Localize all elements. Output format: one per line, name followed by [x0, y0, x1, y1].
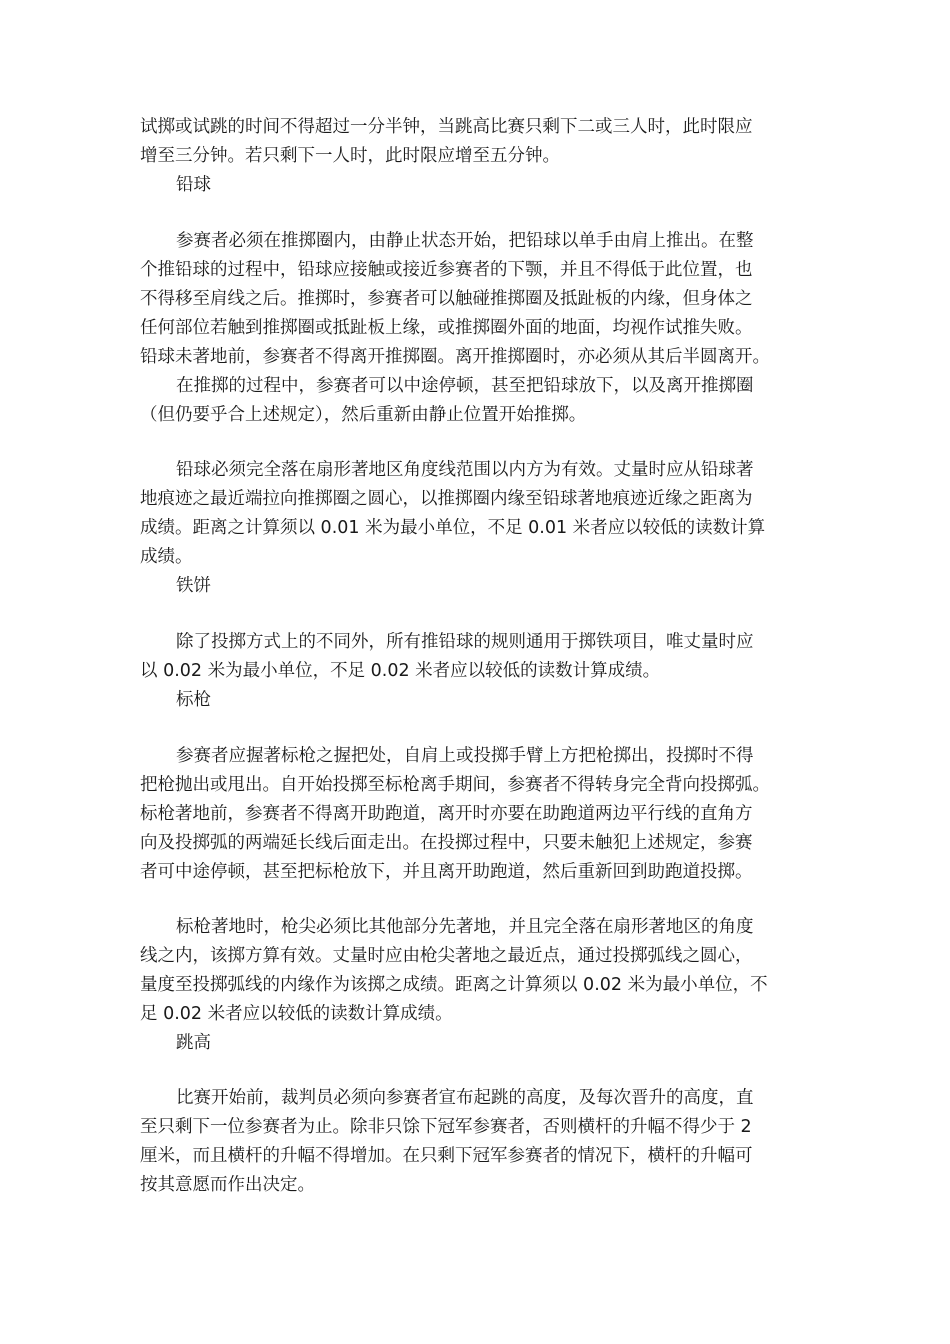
text-line: 标枪著地前，参赛者不得离开助跑道，离开时亦要在助跑道两边平行线的直角方	[140, 804, 753, 824]
text-line: 量度至投掷弧线的内缘作为该掷之成绩。距离之计算须以 0.02 米为最小单位，不	[140, 975, 768, 995]
text-line: 地痕迹之最近端拉向推掷圈之圆心，以推掷圈内缘至铅球著地痕迹近缘之距离为	[140, 489, 753, 509]
text-line: 参赛者必须在推掷圈内，由静止状态开始，把铅球以单手由肩上推出。在整	[176, 231, 754, 251]
text-line: 线之内，该掷方算有效。丈量时应由枪尖著地之最近点，通过投掷弧线之圆心，	[140, 946, 753, 966]
text-line: 增至三分钟。若只剩下一人时，此时限应增至五分钟。	[140, 146, 560, 166]
text-line: 成绩。	[140, 547, 193, 567]
text-line: 个推铅球的过程中，铅球应接触或接近参赛者的下颚，并且不得低于此位置，也	[140, 260, 753, 280]
text-line: 者可中途停顿，甚至把标枪放下，并且离开助跑道，然后重新回到助跑道投掷。	[140, 862, 753, 882]
text-line: （但仍要乎合上述规定），然后重新由静止位置开始推掷。	[140, 405, 587, 425]
text-line: 向及投掷弧的两端延长线后面走出。在投掷过程中，只要未触犯上述规定，参赛	[140, 833, 753, 853]
section-heading-discus: 铁饼	[176, 576, 211, 596]
text-line: 至只剩下一位参赛者为止。除非只馀下冠军参赛者，否则横杆的升幅不得少于 2	[140, 1117, 752, 1137]
text-line: 除了投掷方式上的不同外，所有推铅球的规则通用于掷铁项目，唯丈量时应	[176, 632, 754, 652]
text-line: 试掷或试跳的时间不得超过一分半钟，当跳高比赛只剩下二或三人时，此时限应	[140, 117, 753, 137]
text-line: 把枪抛出或甩出。自开始投掷至标枪离手期间，参赛者不得转身完全背向投掷弧。	[140, 775, 770, 795]
text-line: 铅球未著地前，参赛者不得离开推掷圈。离开推掷圈时，亦必须从其后半圆离开。	[140, 347, 770, 367]
text-line: 铅球必须完全落在扇形著地区角度线范围以内方为有效。丈量时应从铅球著	[176, 460, 754, 480]
section-heading-high-jump: 跳高	[176, 1033, 211, 1053]
text-line: 不得移至肩线之后。推掷时，参赛者可以触碰推掷圈及抵趾板的内缘，但身体之	[140, 289, 753, 309]
text-line: 厘米，而且横杆的升幅不得增加。在只剩下冠军参赛者的情况下，横杆的升幅可	[140, 1146, 753, 1166]
text-line: 比赛开始前，裁判员必须向参赛者宣布起跳的高度，及每次晋升的高度，直	[176, 1088, 754, 1108]
text-line: 参赛者应握著标枪之握把处，自肩上或投掷手臂上方把枪掷出，投掷时不得	[176, 746, 754, 766]
text-line: 足 0.02 米者应以较低的读数计算成绩。	[140, 1004, 453, 1024]
text-line: 在推掷的过程中，参赛者可以中途停顿，甚至把铅球放下，以及离开推掷圈	[176, 376, 754, 396]
text-line: 以 0.02 米为最小单位，不足 0.02 米者应以较低的读数计算成绩。	[140, 661, 661, 681]
section-heading-shot-put: 铅球	[176, 175, 211, 195]
section-heading-javelin: 标枪	[176, 690, 211, 710]
text-line: 任何部位若触到推掷圈或抵趾板上缘，或推掷圈外面的地面，均视作试推失败。	[140, 318, 753, 338]
text-line: 成绩。距离之计算须以 0.01 米为最小单位，不足 0.01 米者应以较低的读数计算	[140, 518, 766, 538]
text-line: 按其意愿而作出决定。	[140, 1175, 315, 1195]
text-line: 标枪著地时，枪尖必须比其他部分先著地，并且完全落在扇形著地区的角度	[176, 917, 754, 937]
